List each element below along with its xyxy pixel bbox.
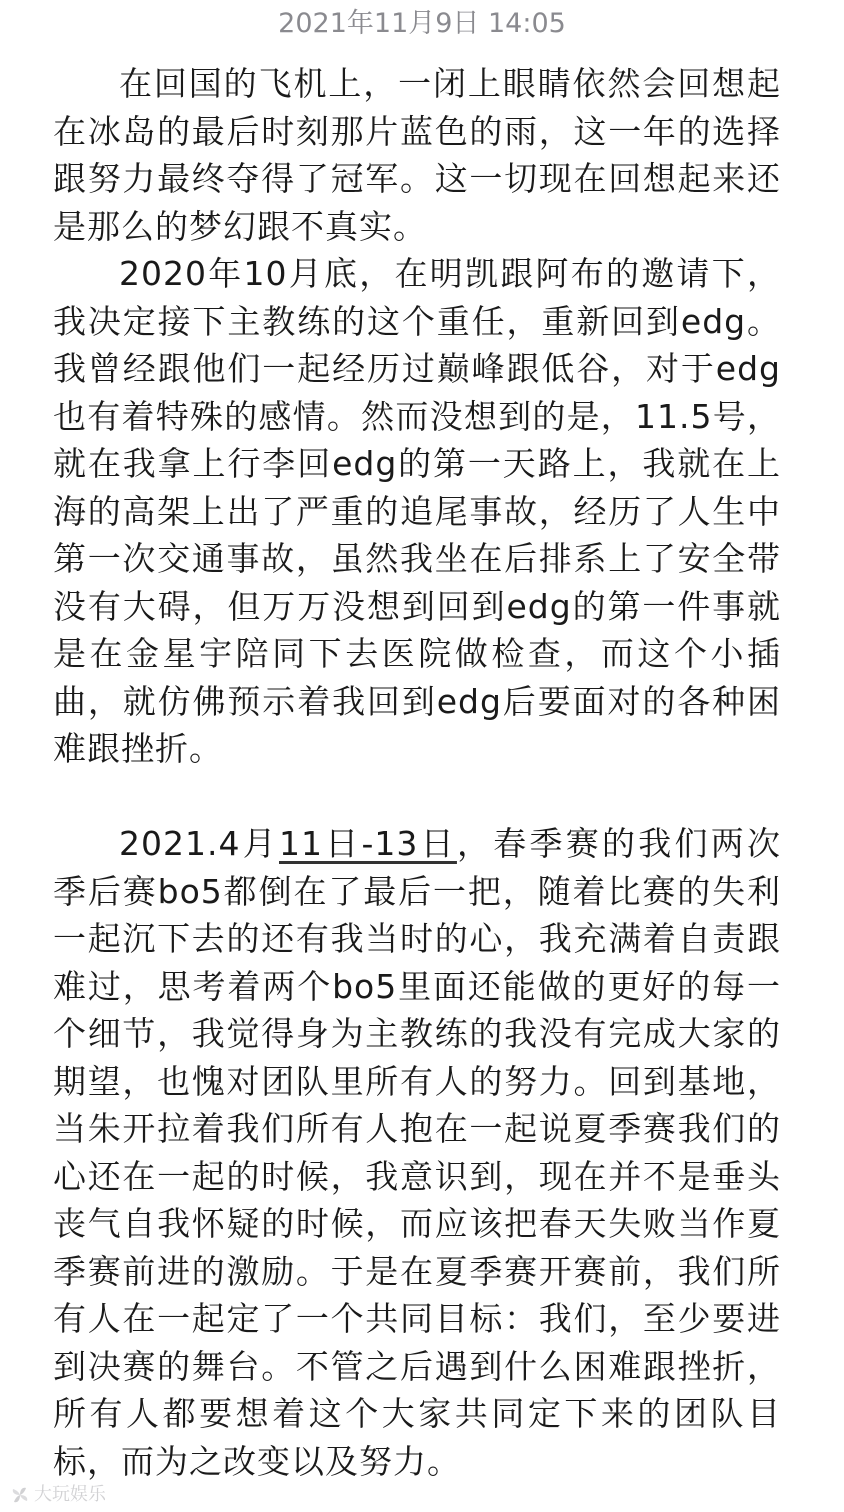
paragraph-rejoin-edg: 2020年10月底，在明凯跟阿布的邀请下，我决定接下主教练的这个重任，重新回到edg。我曾经跟他们一起经历过巅峰跟低谷，对于edg也有着特殊的感情。然而没想到的是，11.5号，就在我拿上行李回edg的第一天路上，我就在上海的高架上出了严重的追尾事故，经历了人生中第一次交通事故，虽然我坐在后排系上了安全带没有大碍，但万万没想到回到edg的第一件事就是在金星宇陪同下去医院做检查，而这个小插曲，就仿佛预示着我回到edg后要面对的各种困难跟挫折。 [53,254,781,768]
spring-paragraph-rest: ，春季赛的我们两次季后赛bo5都倒在了最后一把，随着比赛的失利一起沉下去的还有我当时的心，我充满着自责跟难过，思考着两个bo5里面还能做的更好的每一个细节，我觉得身为主教练的我没有完成大家的期望，也愧对团队里所有人的努力。回到基地，当朱开拉着我们所有人抱在一起说夏季赛我们的心还在一起的时候，我意识到，现在并不是垂头丧气自我怀疑的时候，而应该把春天失败当作夏季赛前进的激励。于是在夏季赛开赛前，我们所有人在一起定了一个共同目标：我们，至少要进到决赛的舞台。不管之后遇到什么困难跟挫折，所有人都要想着这个大家共同定下来的团队目标，而为之改变以及努力。 [53,824,782,1481]
paragraph-spring-season [53,820,781,1485]
paragraph-return-flight: 在回国的飞机上，一闭上眼睛依然会回想起在冰岛的最后时刻那片蓝色的雨，这一年的选择跟努力最终夺得了冠军。这一切现在回想起来还是那么的梦幻跟不真实。 [53,64,781,246]
watermark [10,1484,106,1506]
underlined-date-range: 11日-13日 [279,824,457,863]
note-timestamp: 2021年11月9日 14:05 [278,8,566,39]
pinwheel-logo-icon [10,1485,30,1505]
paragraph-spacer [53,773,781,821]
note-body[interactable] [53,60,781,1485]
spring-date-lead: 2021.4月 [119,824,279,863]
watermark-text: 大玩娱乐 [34,1484,106,1505]
